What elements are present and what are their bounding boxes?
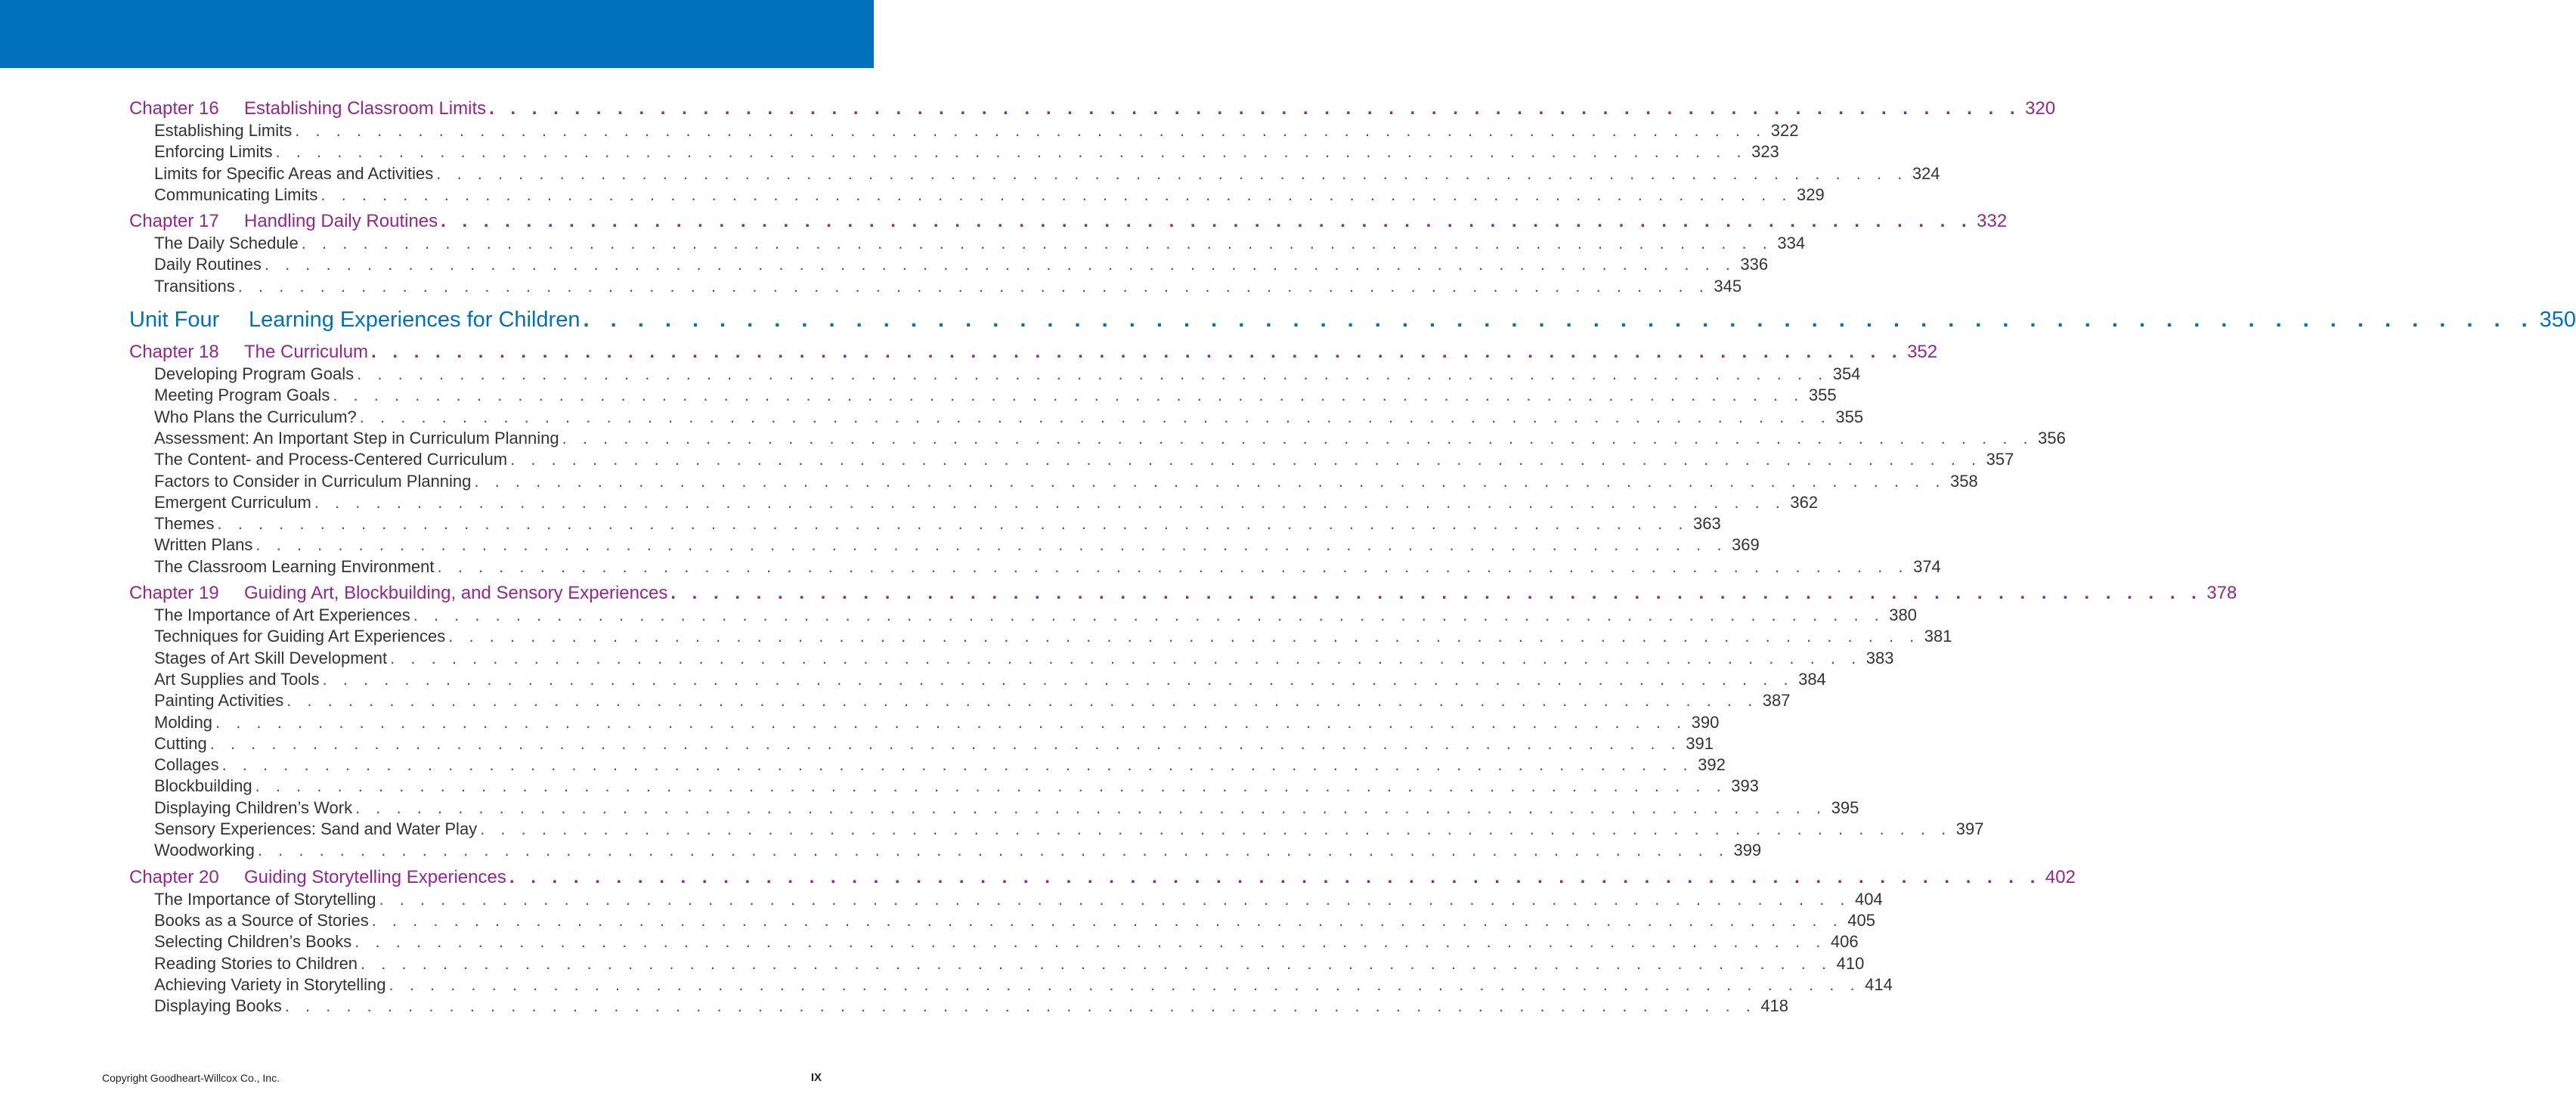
dot-leader: . . . . . . . . . . . . . . . . . . . . . . . . . . . . . . . . . . . . . . . . . . . . . . . . . . . . . . . . . . . . . . . . . . . . . . . . — [509, 866, 2041, 887]
page-ref: 329 — [1796, 184, 1825, 204]
section-title: Techniques for Guiding Art Experiences — [154, 627, 446, 646]
page-ref: 350 — [2539, 308, 2576, 333]
dot-leader: . . . . . . . . . . . . . . . . . . . . . . . . . . . . . . . . . . . . . . . . . . . . . . . . . . . . . . . . . . . . . . . . . . . . . . . . — [355, 932, 1826, 952]
dot-leader: . . . . . . . . . . . . . . . . . . . . . . . . . . . . . . . . . . . . . . . . . . . . . . . . . . . . . . . . . . . . . . . . . . . . . . . . — [275, 142, 1748, 162]
toc-section-row — [129, 385, 1837, 406]
toc-section-row — [129, 492, 1819, 513]
dot-leader: . . . . . . . . . . . . . . . . . . . . . . . . . . . . . . . . . . . . . . . . . . . . . . . . . . . . . . . . . . . . . . . . . . . . . . . . — [333, 386, 1804, 405]
chapter-title: The Curriculum — [244, 342, 369, 363]
page-ref: 355 — [1835, 407, 1864, 426]
section-title: Enforcing Limits — [154, 142, 273, 162]
section-title: Stages of Art Skill Development — [154, 648, 388, 667]
section-title: Molding — [154, 712, 213, 732]
section-title: The Classroom Learning Environment — [154, 556, 435, 576]
toc-section-row — [129, 141, 1779, 163]
dot-leader: . . . . . . . . . . . . . . . . . . . . . . . . . . . . . . . . . . . . . . . . . . . . . . . . . . . . . . . . . . . . . . . . . . . . . . . . — [510, 450, 1982, 469]
page-ref: 320 — [2025, 98, 2056, 119]
toc-section-row — [129, 471, 1978, 492]
page-ref: 336 — [1740, 255, 1769, 274]
page-ref: 393 — [1731, 776, 1759, 796]
section-title: Sensory Experiences: Sand and Water Play — [154, 819, 478, 839]
dot-leader: . . . . . . . . . . . . . . . . . . . . . . . . . . . . . . . . . . . . . . . . . . . . . . . . . . . . . . . . . . . . . . . . . . . . . . . . — [322, 669, 1794, 689]
toc-section-row — [129, 605, 1918, 626]
dot-leader: . . . . . . . . . . . . . . . . . . . . . . . . . . . . . . . . . . . . . . . . . . . . . . . . . . . . . . . . . . . . . . . . . . . . . . . . — [284, 996, 1757, 1016]
chapter-number: Chapter 16 — [129, 98, 219, 119]
header-band — [0, 0, 874, 68]
section-title: The Content- and Process-Centered Curriculum — [154, 450, 508, 469]
dot-leader: . . . . . . . . . . . . . . . . . . . . . . . . . . . . . . . . . . . . . . . . . . . . . . . . . . . . . . . . . . . . . . . . . . . . . . . . — [301, 234, 1773, 253]
section-title: Displaying Books — [154, 996, 282, 1016]
section-title: Displaying Children’s Work — [154, 797, 353, 817]
page-ref: 406 — [1830, 932, 1859, 952]
page-ref: 405 — [1847, 910, 1875, 930]
section-title: Assessment: An Important Step in Curriculum Planning — [154, 428, 559, 448]
dot-leader: . . . . . . . . . . . . . . . . . . . . . . . . . . . . . . . . . . . . . . . . . . . . . . . . . . . . . . . . . . . . . . . . . . . . . . . . — [371, 910, 1844, 930]
section-title: Limits for Specific Areas and Activities — [154, 163, 434, 183]
toc-section-row — [129, 776, 1759, 797]
toc-section-row — [129, 840, 1762, 861]
page-ref: 358 — [1949, 471, 1978, 491]
section-title: Achieving Variety in Storytelling — [154, 974, 386, 994]
toc-chapter-row — [129, 98, 2056, 120]
toc-section-row — [129, 889, 1883, 910]
dot-leader: . . . . . . . . . . . . . . . . . . . . . . . . . . . . . . . . . . . . . . . . . . . . . . . . . . . . . . . . . . . . . . . . . . . . . . . . — [359, 407, 1831, 426]
dot-leader: . . . . . . . . . . . . . . . . . . . . . . . . . . . . . . . . . . . . . . . . . . . . . . . . . . . . . . . . . . . . . . . . . . . . . . . . — [314, 492, 1786, 512]
page-number: IX — [810, 1071, 822, 1084]
page-ref: 332 — [1977, 211, 2008, 232]
section-title: Transitions — [154, 276, 235, 296]
page-ref: 387 — [1762, 691, 1791, 711]
page-ref: 402 — [2045, 866, 2076, 887]
section-title: Who Plans the Curriculum? — [154, 407, 357, 426]
section-title: Meeting Program Goals — [154, 386, 330, 405]
page-ref: 357 — [1986, 450, 2014, 469]
section-title: Written Plans — [154, 535, 253, 555]
section-title: Collages — [154, 755, 219, 775]
dot-leader: . . . . . . . . . . . . . . . . . . . . . . . . . . . . . . . . . . . . . . . . . . . . . . . . . . . . . . . . . . . . . . . . . . . . . . . . — [355, 797, 1827, 817]
toc-section-row — [129, 276, 1742, 297]
toc-section-row — [129, 184, 1825, 206]
dot-leader: . . . . . . . . . . . . . . . . . . . . . . . . . . . . . . . . . . . . . . . . . . . . . . . . . . . . . . . . . . . . . . . . . . . . . . . . — [489, 98, 2021, 119]
toc-section-row — [129, 626, 1952, 647]
chapter-title: Guiding Storytelling Experiences — [244, 866, 506, 887]
chapter-number: Chapter 17 — [129, 211, 219, 232]
dot-leader: . . . . . . . . . . . . . . . . . . . . . . . . . . . . . . . . . . . . . . . . . . . . . . . . . . . . . . . . . . . . . . . . . . . . . . . . — [217, 514, 1689, 534]
dot-leader: . . . . . . . . . . . . . . . . . . . . . . . . . . . . . . . . . . . . . . . . . . . . . . . . . . . . . . . . . . . . . . . . . . . . . . . . — [357, 364, 1828, 384]
page-ref: 374 — [1913, 556, 1941, 576]
chapter-number: Chapter 18 — [129, 342, 219, 363]
page-ref: 362 — [1790, 492, 1819, 512]
page-ref: 418 — [1760, 996, 1789, 1016]
page-ref: 354 — [1832, 364, 1861, 384]
page-ref: 391 — [1686, 733, 1714, 753]
section-title: Emergent Curriculum — [154, 492, 311, 512]
toc-section-row — [129, 669, 1826, 690]
dot-leader: . . . . . . . . . . . . . . . . . . . . . . . . . . . . . . . . . . . . . . . . . . . . . . . . . . . . . . . . . . . . . . . . . . . . . . . . — [441, 211, 1973, 232]
chapter-title: Handling Daily Routines — [244, 211, 438, 232]
section-title: Art Supplies and Tools — [154, 669, 320, 689]
toc-section-row — [129, 513, 1721, 534]
section-title: Woodworking — [154, 841, 255, 860]
toc-section-row — [129, 120, 1799, 141]
section-title: Cutting — [154, 733, 207, 753]
section-title: Selecting Children’s Books — [154, 932, 352, 952]
page-ref: 345 — [1714, 276, 1742, 296]
dot-leader: . . . . . . . . . . . . . . . . . . . . . . . . . . . . . . . . . . . . . . . . . . . . . . . . . . . . . . . . . . . . . . . . . . . . . . . . — [390, 648, 1862, 667]
dot-leader: . . . . . . . . . . . . . . . . . . . . . . . . . . . . . . . . . . . . . . . . . . . . . . . . . . . . . . . . . . . . . . . . . . . . . . . . — [264, 255, 1736, 274]
page-ref: 322 — [1770, 121, 1799, 140]
dot-leader: . . . . . . . . . . . . . . . . . . . . . . . . . . . . . . . . . . . . . . . . . . . . . . . . . . . . . . . . . . . . . . . . . . . . . . . . — [286, 691, 1758, 711]
toc-section-row — [129, 797, 1859, 819]
page-ref: 355 — [1808, 386, 1837, 405]
page-ref: 363 — [1693, 514, 1721, 534]
dot-leader: . . . . . . . . . . . . . . . . . . . . . . . . . . . . . . . . . . . . . . . . . . . . . . . . . . . . . . . . . . . . . . . . . . . . . . . . — [480, 819, 1952, 839]
page-ref: 399 — [1733, 841, 1762, 860]
toc-section-row — [129, 996, 1789, 1017]
toc-chapter-row — [129, 582, 2237, 605]
page-ref: 404 — [1855, 889, 1883, 909]
dot-leader: . . . . . . . . . . . . . . . . . . . . . . . . . . . . . . . . . . . . . . . . . . . . . . . . . . . . . . . . . . . . . . . . . . . . . . . . — [257, 841, 1729, 860]
section-title: Developing Program Goals — [154, 364, 355, 384]
section-title: Books as a Source of Stories — [154, 910, 369, 930]
toc-section-row — [129, 407, 1864, 428]
dot-leader: . . . . . . . . . . . . . . . . . . . . . . . . . . . . . . . . . . . . . . . . . . . . . . . . . . . . . . . . . . . . . . . . . . . . . . . . — [215, 712, 1687, 732]
dot-leader: . . . . . . . . . . . . . . . . . . . . . . . . . . . . . . . . . . . . . . . . . . . . . . . . . . . . . . . . . . . . . . . . . . . . . . . . — [255, 535, 1727, 555]
toc-section-row — [129, 449, 2014, 470]
toc-section-row — [129, 819, 1984, 840]
dot-leader: . . . . . . . . . . . . . . . . . . . . . . . . . . . . . . . . . . . . . . . . . . . . . . . . . . . . . . . . . . . . . . . . . . . . . . . . — [389, 974, 1861, 994]
toc-section-row — [129, 690, 1791, 711]
page-ref: 390 — [1691, 712, 1720, 732]
chapter-title: Guiding Art, Blockbuilding, and Sensory Experiences — [244, 583, 668, 604]
dot-leader: . . . . . . . . . . . . . . . . . . . . . . . . . . . . . . . . . . . . . . . . . . . . . . . . . . . . . . . . . . . . . . . . . . . . . . . . — [474, 471, 1946, 491]
chapter-number: Chapter 19 — [129, 583, 219, 604]
dot-leader: . . . . . . . . . . . . . . . . . . . . . . . . . . . . . . . . . . . . . . . . . . . . . . . . . . . . . . . . . . . . . . . . . . . . . . . . — [320, 184, 1792, 204]
unit-title: Learning Experiences for Children — [249, 308, 581, 333]
page-ref: 324 — [1912, 163, 1940, 183]
toc-section-row — [129, 364, 1861, 385]
dot-leader: . . . . . . . . . . . . . . . . . . . . . . . . . . . . . . . . . . . . . . . . . . . . . . . . . . . . . . . . . . . . . . . . . . . . . . . . — [670, 583, 2203, 604]
page-ref: 383 — [1865, 648, 1894, 667]
section-title: The Daily Schedule — [154, 234, 299, 253]
table-of-contents — [129, 93, 2576, 1017]
dot-leader: . . . . . . . . . . . . . . . . . . . . . . . . . . . . . . . . . . . . . . . . . . . . . . . . . . . . . . . . . . . . . . . . . . . . . . . . — [295, 121, 1766, 140]
dot-leader: . . . . . . . . . . . . . . . . . . . . . . . . . . . . . . . . . . . . . . . . . . . . . . . . . . . . . . . . . . . . . . . . . . . . . . . . — [413, 605, 1885, 625]
toc-section-row — [129, 534, 1760, 556]
dot-leader: . . . . . . . . . . . . . . . . . . . . . . . . . . . . . . . . . . . . . . . . . . . . . . . . . . . . . . . . . . . . . . . . . . . . . . . . — [379, 889, 1851, 909]
dot-leader: . . . . . . . . . . . . . . . . . . . . . . . . . . . . . . . . . . . . . . . . . . . . . . . . . . . . . . . . . . . . . . . . . . . . . . . . — [437, 556, 1909, 576]
dot-leader: . . . . . . . . . . . . . . . . . . . . . . . . . . . . . . . . . . . . . . . . . . . . . . . . . . . . . . . . . . . . . . . . . . . . . . . . — [583, 308, 2535, 333]
page-ref: 352 — [1907, 342, 1938, 363]
toc-section-row — [129, 254, 1769, 275]
dot-leader: . . . . . . . . . . . . . . . . . . . . . . . . . . . . . . . . . . . . . . . . . . . . . . . . . . . . . . . . . . . . . . . . . . . . . . . . — [221, 755, 1694, 775]
dot-leader: . . . . . . . . . . . . . . . . . . . . . . . . . . . . . . . . . . . . . . . . . . . . . . . . . . . . . . . . . . . . . . . . . . . . . . . . — [255, 776, 1727, 796]
page-ref: 384 — [1798, 669, 1826, 689]
dot-leader: . . . . . . . . . . . . . . . . . . . . . . . . . . . . . . . . . . . . . . . . . . . . . . . . . . . . . . . . . . . . . . . . . . . . . . . . — [562, 428, 2034, 448]
toc-section-row — [129, 910, 1875, 931]
toc-section-row — [129, 733, 1714, 754]
section-title: Factors to Consider in Curriculum Planning — [154, 471, 472, 491]
page-ref: 378 — [2206, 583, 2237, 604]
page-ref: 369 — [1731, 535, 1760, 555]
chapter-title: Establishing Classroom Limits — [244, 98, 487, 119]
page-ref: 395 — [1831, 797, 1859, 817]
section-title: The Importance of Storytelling — [154, 889, 376, 909]
toc-section-row — [129, 974, 1893, 996]
toc-section-row — [129, 556, 1941, 578]
toc-chapter-row — [129, 866, 2076, 889]
toc-section-row — [129, 754, 1726, 776]
toc-chapter-row — [129, 341, 1938, 364]
toc-section-row — [129, 712, 1720, 733]
dot-leader: . . . . . . . . . . . . . . . . . . . . . . . . . . . . . . . . . . . . . . . . . . . . . . . . . . . . . . . . . . . . . . . . . . . . . . . . — [448, 627, 1920, 646]
dot-leader: . . . . . . . . . . . . . . . . . . . . . . . . . . . . . . . . . . . . . . . . . . . . . . . . . . . . . . . . . . . . . . . . . . . . . . . . — [371, 342, 1903, 363]
dot-leader: . . . . . . . . . . . . . . . . . . . . . . . . . . . . . . . . . . . . . . . . . . . . . . . . . . . . . . . . . . . . . . . . . . . . . . . . — [436, 163, 1908, 183]
toc-section-row — [129, 428, 2066, 449]
toc-chapter-row — [129, 210, 2008, 233]
chapter-number: Chapter 20 — [129, 866, 219, 887]
section-title: The Importance of Art Experiences — [154, 605, 410, 625]
page-ref: 334 — [1777, 234, 1806, 253]
toc-section-row — [129, 163, 1940, 184]
page-ref: 397 — [1955, 819, 1984, 839]
page-ref: 381 — [1924, 627, 1952, 646]
section-title: Themes — [154, 514, 215, 534]
section-title: Painting Activities — [154, 691, 284, 711]
section-title: Blockbuilding — [154, 776, 252, 796]
dot-leader: . . . . . . . . . . . . . . . . . . . . . . . . . . . . . . . . . . . . . . . . . . . . . . . . . . . . . . . . . . . . . . . . . . . . . . . . — [209, 733, 1682, 753]
page-ref: 410 — [1836, 953, 1865, 973]
page-ref: 380 — [1889, 605, 1918, 625]
toc-section-row — [129, 648, 1894, 669]
section-title: Daily Routines — [154, 255, 262, 274]
toc-section-row — [129, 233, 1806, 254]
dot-leader: . . . . . . . . . . . . . . . . . . . . . . . . . . . . . . . . . . . . . . . . . . . . . . . . . . . . . . . . . . . . . . . . . . . . . . . . — [361, 953, 1832, 973]
unit-number: Unit Four — [129, 308, 220, 333]
toc-unit-row — [129, 303, 2576, 336]
page-ref: 323 — [1751, 142, 1779, 162]
copyright-notice: Copyright Goodheart-Willcox Co., Inc. — [102, 1072, 280, 1084]
page-ref: 356 — [2038, 428, 2066, 448]
page-ref: 414 — [1865, 974, 1893, 994]
dot-leader: . . . . . . . . . . . . . . . . . . . . . . . . . . . . . . . . . . . . . . . . . . . . . . . . . . . . . . . . . . . . . . . . . . . . . . . . — [237, 276, 1710, 296]
section-title: Establishing Limits — [154, 121, 293, 140]
toc-section-row — [129, 953, 1865, 974]
page-ref: 392 — [1698, 755, 1726, 775]
section-title: Reading Stories to Children — [154, 953, 358, 973]
section-title: Communicating Limits — [154, 184, 318, 204]
toc-section-row — [129, 931, 1859, 952]
